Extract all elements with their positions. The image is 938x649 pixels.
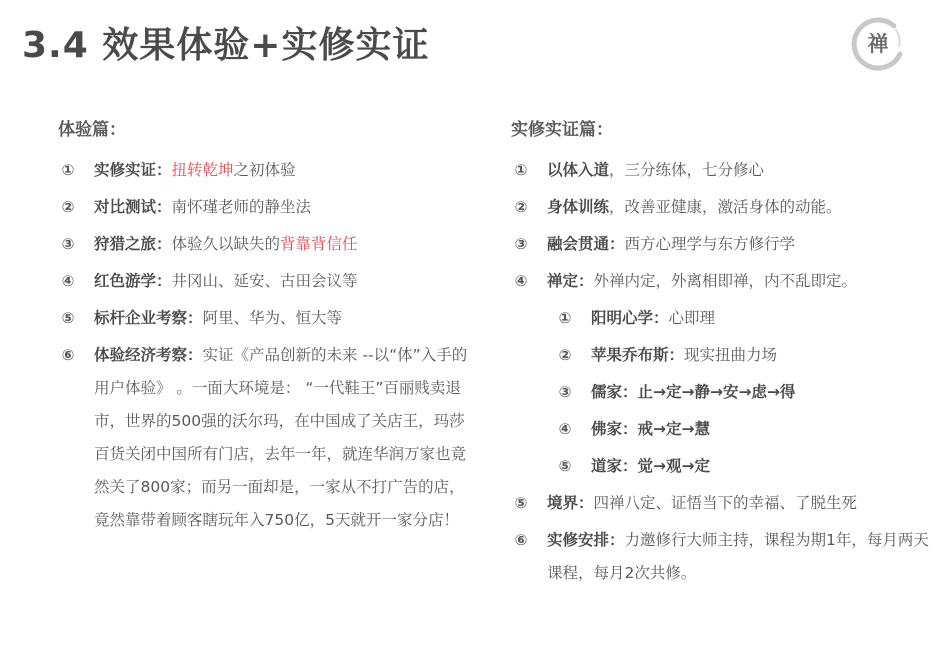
item-text: 外禅内定，外离相即禅，内不乱即定。	[593, 272, 858, 290]
item-label: 佛家：戒→定→慧	[591, 420, 710, 438]
item-highlight: 扭转乾坤	[171, 161, 234, 179]
list-item	[511, 191, 929, 224]
list-item	[58, 302, 478, 335]
item-label: 标杆企业考察：	[94, 309, 203, 327]
item-label: 禅定：	[547, 272, 594, 290]
item-text: 阿里、华为、恒大等	[202, 309, 343, 327]
item-label: 红色游学：	[94, 272, 172, 290]
list-item	[511, 265, 929, 298]
item-label: 境界：	[547, 494, 594, 512]
item-label: 实修安排：	[547, 531, 625, 549]
item-label: 狩猎之旅：	[94, 235, 172, 253]
item-number: ①	[61, 161, 75, 179]
item-highlight: 背靠背信任	[280, 235, 358, 253]
item-text: 现实扭曲力场	[684, 346, 778, 364]
sub-list-item	[555, 302, 929, 335]
sub-list-item	[555, 339, 929, 372]
logo-character: 禅	[867, 32, 889, 56]
item-text: ，改善亚健康，激活身体的动能。	[609, 198, 842, 216]
item-text: 井冈山、延安、古田会议等	[171, 272, 358, 290]
item-label: 融会贯通：	[547, 235, 625, 253]
item-label: 实修实证：	[94, 161, 172, 179]
item-number: ⑤	[61, 309, 75, 327]
practice-column	[511, 116, 929, 594]
item-text: 实证《产品创新的未来 --以“体”入手的用户体验》 。一面大环境是： “一代鞋王”百丽贱卖退市，世界的500强的沃尔玛，在中国成了关店王，玛莎百货关闭中国所有门店，去年一年，就连华润万家也竟然关了800家；而另一面却是，一家从不打广告的店，竟然靠带着顾客瞎玩年入750亿，5天就开一家分店！	[94, 346, 468, 529]
item-number: ④	[61, 272, 75, 290]
item-text: 四禅八定、证悟当下的幸福、了脱生死	[593, 494, 858, 512]
list-item	[58, 191, 478, 224]
item-number: ④	[558, 420, 572, 438]
item-text: 南怀瑾老师的静坐法	[171, 198, 312, 216]
item-label: 阳明心学：	[591, 309, 669, 327]
sub-list-item	[555, 450, 929, 483]
list-item	[58, 265, 478, 298]
list-item	[511, 487, 929, 520]
list-item	[58, 228, 478, 261]
item-number: ③	[61, 235, 75, 253]
item-number: ⑤	[558, 457, 572, 475]
item-text: 力邀修行大师主持，课程为期1年，每月两天课程，每月2次共修。	[547, 531, 929, 582]
item-text: 体验久以缺失的	[171, 235, 281, 253]
item-number: ①	[514, 161, 528, 179]
experience-column	[58, 116, 478, 541]
practice-heading: 实修实证篇：	[511, 120, 613, 140]
page-title: 3.4 效果体验+实修实证	[22, 25, 430, 66]
item-text: 西方心理学与东方修行学	[624, 235, 796, 253]
item-label: 体验经济考察：	[94, 346, 203, 364]
item-label: 以体入道	[547, 161, 610, 179]
item-label: 对比测试：	[94, 198, 172, 216]
sub-list-item	[555, 376, 929, 409]
item-label: 道家：觉→观→定	[591, 457, 710, 475]
list-item	[58, 154, 478, 187]
item-text: 心即理	[668, 309, 716, 327]
sub-list-item	[555, 413, 929, 446]
item-number: ⑤	[514, 494, 528, 512]
item-label: 儒家：止→定→静→安→虑→得	[591, 383, 796, 401]
zen-logo	[850, 16, 906, 72]
item-number: ⑥	[61, 346, 75, 364]
item-number: ③	[514, 235, 528, 253]
item-number: ⑥	[514, 531, 528, 549]
item-number: ①	[558, 309, 572, 327]
list-item	[511, 524, 929, 590]
experience-heading: 体验篇：	[58, 120, 126, 140]
item-number: ②	[514, 198, 528, 216]
item-number: ④	[514, 272, 528, 290]
list-item	[58, 339, 478, 537]
item-text: ，三分练体，七分修心	[609, 161, 765, 179]
list-item	[511, 154, 929, 187]
item-text: 之初体验	[233, 161, 296, 179]
list-item	[511, 228, 929, 261]
item-label: 身体训练	[547, 198, 610, 216]
item-number: ③	[558, 383, 572, 401]
item-label: 苹果乔布斯：	[591, 346, 685, 364]
item-number: ②	[558, 346, 572, 364]
item-number: ②	[61, 198, 75, 216]
